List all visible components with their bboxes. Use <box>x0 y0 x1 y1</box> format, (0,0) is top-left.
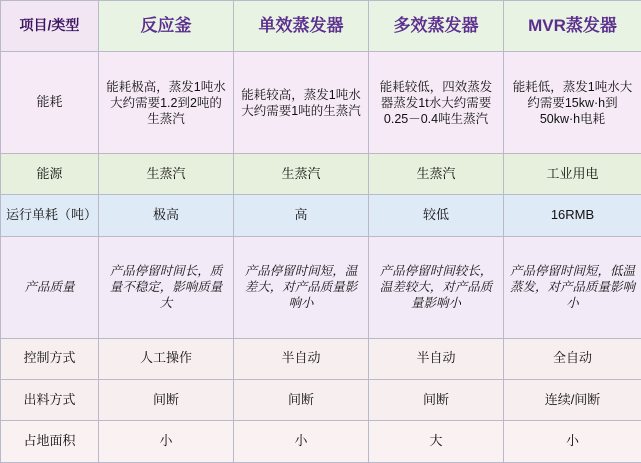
cell-footprint-multi-effect: 大 <box>369 421 504 463</box>
table-row-product-quality <box>1 236 641 338</box>
row-label-control-mode: 控制方式 <box>1 338 99 379</box>
cell-control-mvr: 全自动 <box>504 338 641 379</box>
table-row-unit-consumption <box>1 195 641 236</box>
header-cell-multi-effect: 多效蒸发器 <box>369 1 504 52</box>
table-row-energy-source <box>1 153 641 194</box>
cell-quality-multi-effect: 产品停留时间较长，温差较大，对产品质量影响小 <box>369 236 504 338</box>
cell-footprint-single-effect: 小 <box>234 421 369 463</box>
cell-quality-single-effect: 产品停留时间短，温差大，对产品质量影响小 <box>234 236 369 338</box>
cell-footprint-reactor: 小 <box>99 421 234 463</box>
cell-quality-mvr: 产品停留时间短，低温蒸发，对产品质量影响小 <box>504 236 641 338</box>
cell-unit-reactor: 极高 <box>99 195 234 236</box>
cell-energy-multi-effect: 能耗较低，四效蒸发器蒸发1t水大约需要0.25－0.4吨生蒸汽 <box>369 52 504 154</box>
row-label-energy-consumption: 能耗 <box>1 52 99 154</box>
table-header-row <box>1 1 641 52</box>
cell-discharge-reactor: 间断 <box>99 379 234 420</box>
cell-control-multi-effect: 半自动 <box>369 338 504 379</box>
cell-energy-reactor: 能耗极高，蒸发1吨水大约需要1.2到2吨的生蒸汽 <box>99 52 234 154</box>
cell-discharge-multi-effect: 间断 <box>369 379 504 420</box>
row-label-unit-consumption: 运行单耗（吨） <box>1 195 99 236</box>
cell-source-reactor: 生蒸汽 <box>99 153 234 194</box>
header-cell-single-effect: 单效蒸发器 <box>234 1 369 52</box>
cell-energy-mvr: 能耗低，蒸发1吨水大约需要15kw·h到50kw·h电耗 <box>504 52 641 154</box>
table-row-control-mode <box>1 338 641 379</box>
cell-energy-single-effect: 能耗较高，蒸发1吨水大约需要1吨的生蒸汽 <box>234 52 369 154</box>
cell-unit-multi-effect: 较低 <box>369 195 504 236</box>
row-label-product-quality: 产品质量 <box>1 236 99 338</box>
cell-footprint-mvr: 小 <box>504 421 641 463</box>
cell-source-multi-effect: 生蒸汽 <box>369 153 504 194</box>
cell-control-reactor: 人工操作 <box>99 338 234 379</box>
header-cell-mvr: MVR蒸发器 <box>504 1 641 52</box>
row-label-discharge-mode: 出料方式 <box>1 379 99 420</box>
cell-discharge-single-effect: 间断 <box>234 379 369 420</box>
cell-unit-mvr: 16RMB <box>504 195 641 236</box>
header-cell-category: 项目/类型 <box>1 1 99 52</box>
table-row-discharge-mode <box>1 379 641 420</box>
row-label-footprint: 占地面积 <box>1 421 99 463</box>
header-cell-reactor: 反应釜 <box>99 1 234 52</box>
cell-control-single-effect: 半自动 <box>234 338 369 379</box>
table-row-energy-consumption <box>1 52 641 154</box>
table-row-footprint <box>1 421 641 463</box>
row-label-energy-source: 能源 <box>1 153 99 194</box>
cell-unit-single-effect: 高 <box>234 195 369 236</box>
cell-discharge-mvr: 连续/间断 <box>504 379 641 420</box>
cell-quality-reactor: 产品停留时间长，质量不稳定，影响质量大 <box>99 236 234 338</box>
cell-source-single-effect: 生蒸汽 <box>234 153 369 194</box>
cell-source-mvr: 工业用电 <box>504 153 641 194</box>
